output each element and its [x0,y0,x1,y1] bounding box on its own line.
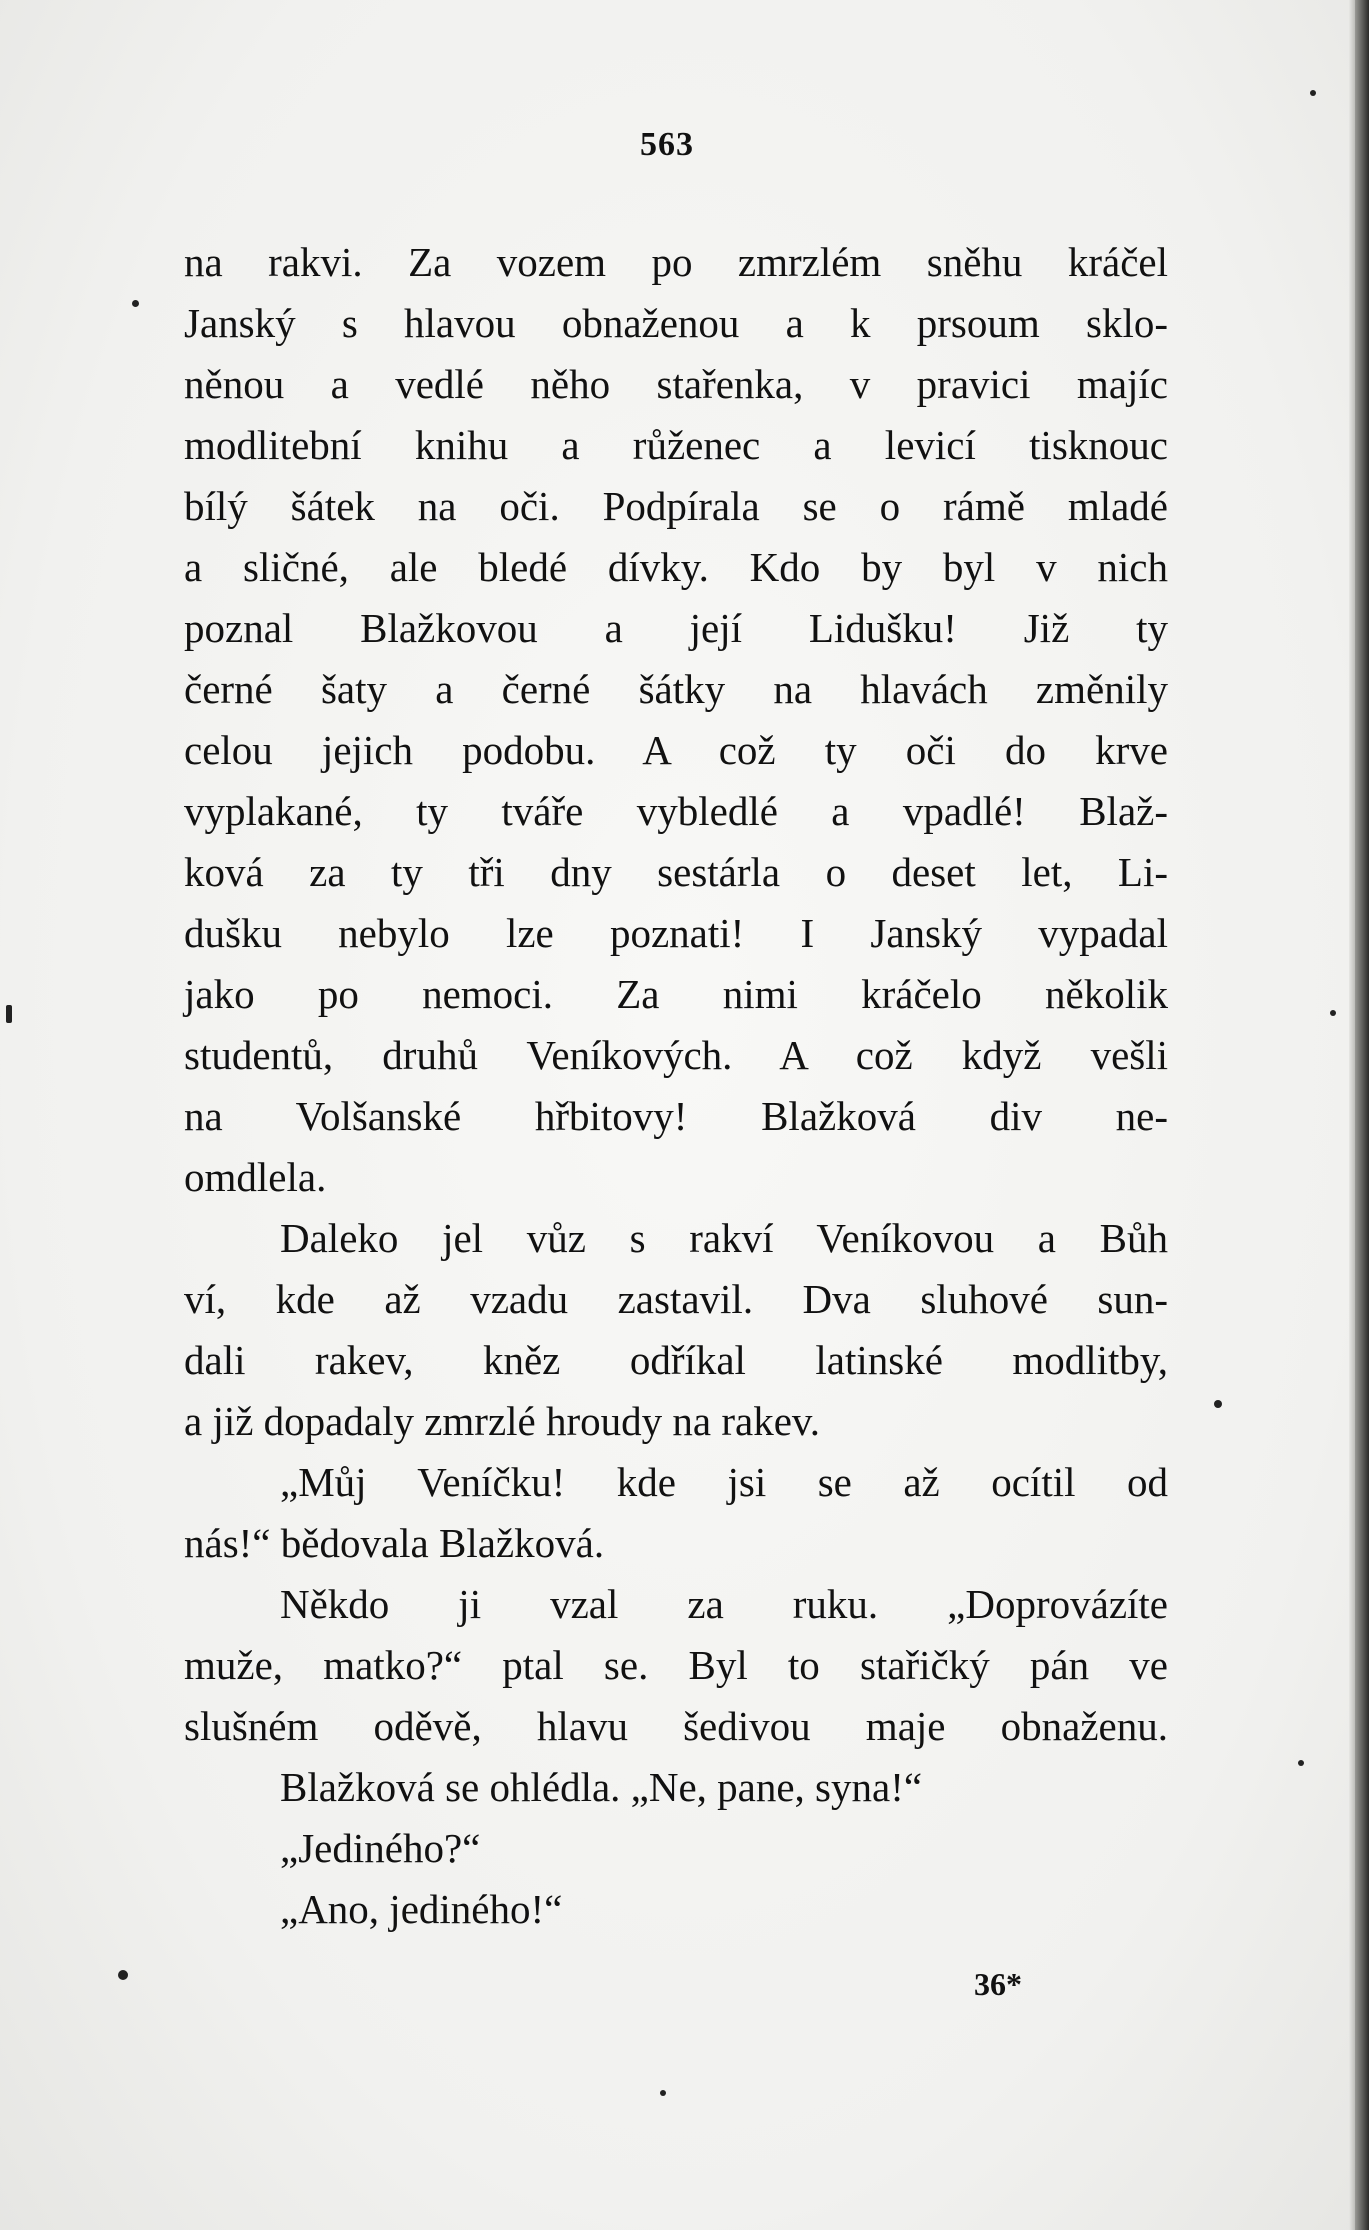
text-line: něnou a vedlé něho stařenka, v pravici majíc [184,361,1168,407]
text-line: ková za ty tři dny sestárla o deset let, Li- [184,849,1168,895]
text-line: „Jediného?“ [280,1825,481,1871]
text-line: na rakvi. Za vozem po zmrzlém sněhu kráčel [184,239,1168,285]
signature-mark: 36* [974,1966,1022,2002]
text-line: celou jejich podobu. A což ty oči do krve [184,727,1168,773]
scan-speck [118,1970,128,1980]
text-line: ví, kde až vzadu zastavil. Dva sluhové sun- [184,1276,1168,1322]
text-line: jako po nemoci. Za nimi kráčelo několik [184,971,1168,1017]
text-line: černé šaty a černé šátky na hlavách změnily [184,666,1168,712]
text-line: na Volšanské hřbitovy! Blažková div ne- [184,1093,1168,1139]
page-edge [1355,0,1369,2230]
page-number: 563 [640,126,694,163]
scan-speck [132,300,139,307]
scan-speck [1298,1760,1304,1766]
text-line: nás!“ bědovala Blažková. [184,1520,605,1566]
text-line: bílý šátek na oči. Podpírala se o rámě mladé [184,483,1168,529]
scan-speck [1330,1010,1336,1016]
text-line: „Můj Veníčku! kde jsi se až ocítil od [280,1459,1168,1505]
text-line: poznal Blažkovou a její Lidušku! Již ty [184,605,1168,651]
text-line: Daleko jel vůz s rakví Veníkovou a Bůh [280,1215,1168,1261]
text-line: Blažková se ohlédla. „Ne, pane, syna!“ [280,1764,923,1810]
text-line: muže, matko?“ ptal se. Byl to stařičký pán ve [184,1642,1168,1688]
text-line: vyplakané, ty tváře vybledlé a vpadlé! Blaž- [184,788,1168,834]
text-line: dušku nebylo lze poznati! I Janský vypadal [184,910,1168,956]
scan-speck [1214,1400,1222,1408]
scan-speck [660,2090,666,2096]
text-line: Janský s hlavou obnaženou a k prsoum sklo- [184,300,1168,346]
text-line: „Ano, jediného!“ [280,1886,563,1932]
text-line: a sličné, ale bledé dívky. Kdo by byl v nich [184,544,1168,590]
text-line: modlitební knihu a růženec a levicí tisknouc [184,422,1168,468]
body-text [184,232,1168,1940]
text-line: slušném oděvě, hlavu šedivou maje obnaženu. [184,1703,1168,1749]
text-line: a již dopadaly zmrzlé hroudy na rakev. [184,1398,820,1444]
text-line: Někdo ji vzal za ruku. „Doprovázíte [280,1581,1168,1627]
scan-speck [6,1005,12,1023]
text-line: omdlela. [184,1154,327,1200]
text-line: studentů, druhů Veníkových. A což když vešli [184,1032,1168,1078]
scan-speck [1310,90,1316,96]
text-line: dali rakev, kněz odříkal latinské modlitby, [184,1337,1168,1383]
